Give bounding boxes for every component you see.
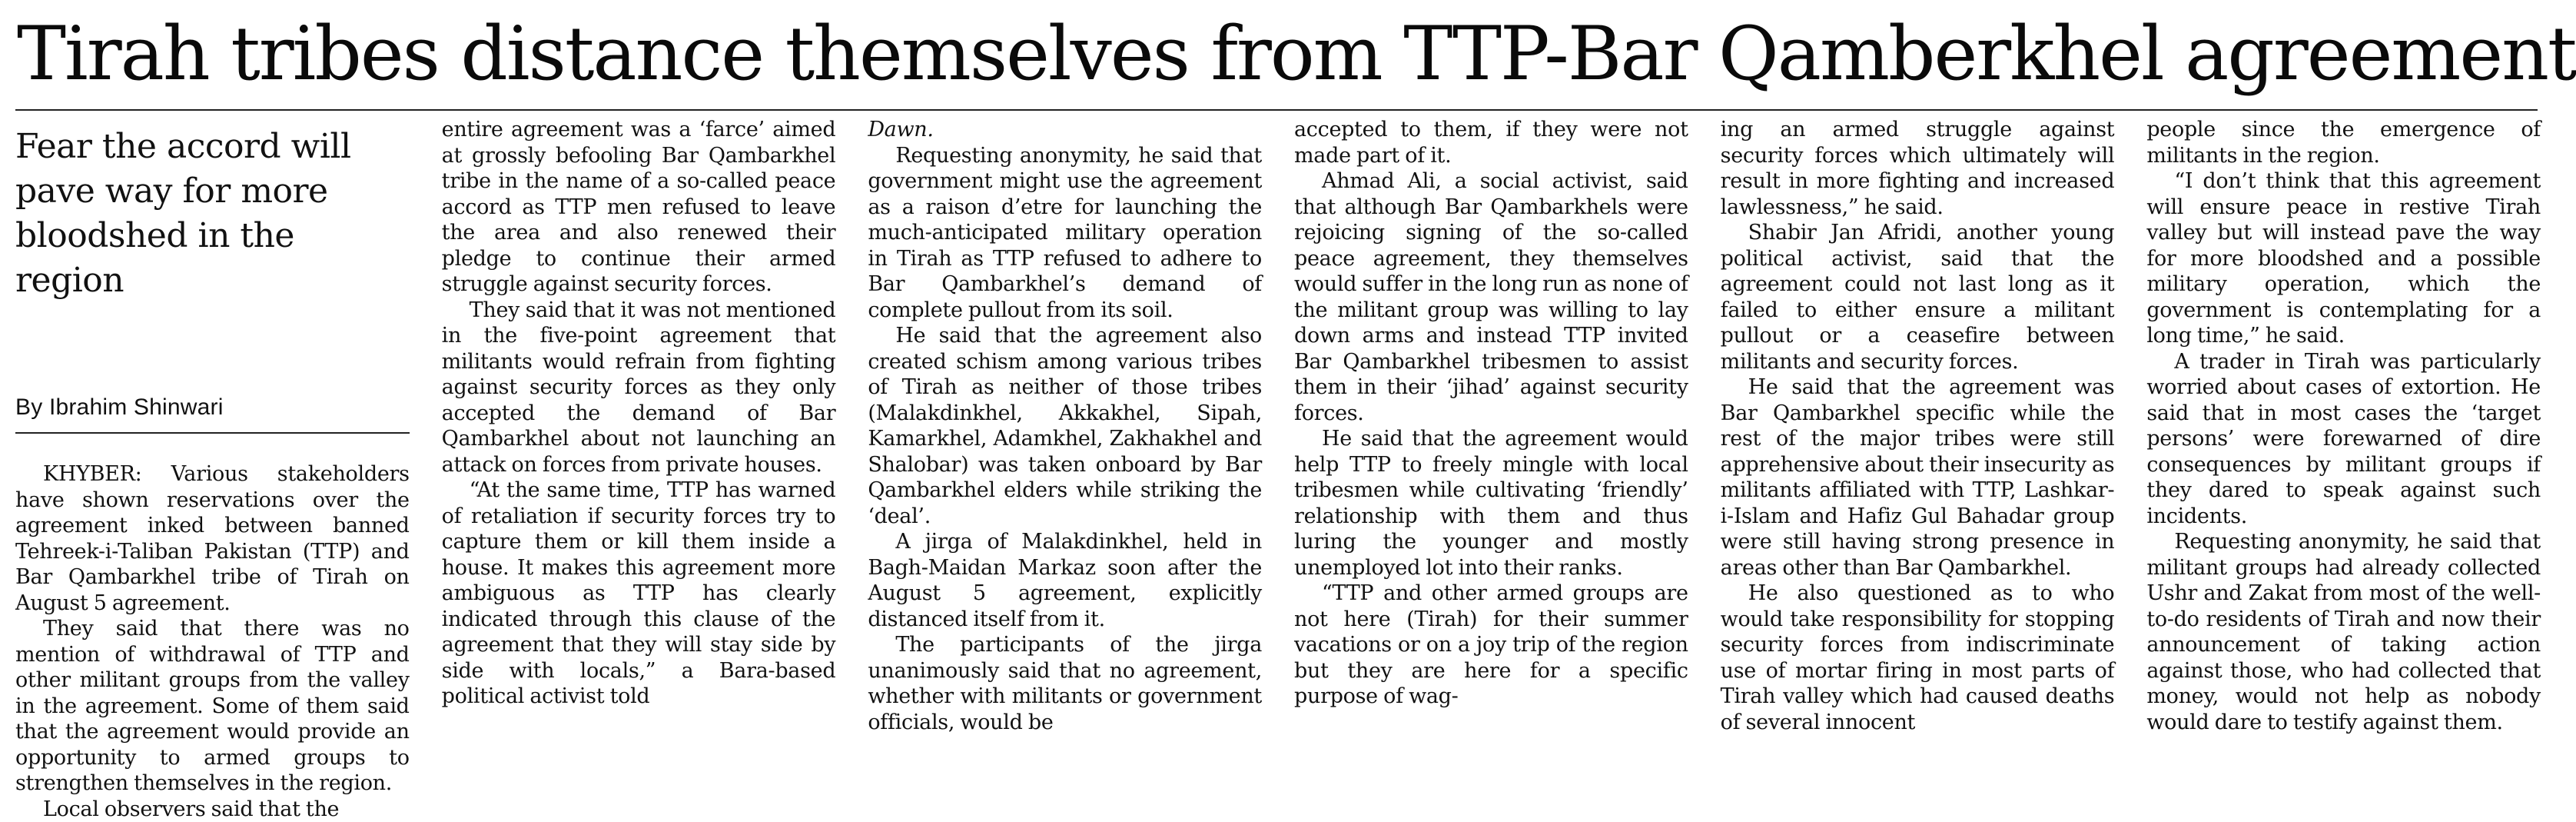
column-4 xyxy=(1294,117,1688,822)
paragraph: They said that it was not mentioned in the five-point agreement that militants would refrain from fighting against security forces as they only accepted the demand of Bar Qambarkhel about not launching an attack on forces from private houses. xyxy=(442,298,836,478)
paragraph: They said that there was no mention of withdrawal of TTP and other militant groups from the valley in the agreement. Some of them said that the agreement would provide an opportunity to armed groups to strengthen themselves in the region. xyxy=(15,616,410,797)
paragraph: “At the same time, TTP has warned of retaliation if security forces try to capture them or kill them inside a house. It makes this agreement more ambiguous as TTP has clearly indicated through this clause of the agreement that they will stay side by side with locals,” a Bara-based political activist told xyxy=(442,478,836,710)
byline-divider xyxy=(15,432,410,434)
paragraph: Ahmad Ali, a social activist, said that although Bar Qambarkhels were rejoicing signing of the so-called peace agreement, they themselves would suffer in the long run as none of the militant group was willing to lay down arms and instead TTP invited Bar Qambarkhel tribesmen to assist them in their ‘jihad’ against security forces. xyxy=(1294,168,1688,426)
paragraph: entire agreement was a ‘farce’ aimed at grossly befooling Bar Qambarkhel tribe in the name of a so-called peace accord as TTP men refused to leave the area and also renewed their pledge to continue their armed struggle against security forces. xyxy=(442,117,836,298)
paragraph: A trader in Tirah was particularly worried about cases of extortion. He said that in most cases the ‘target persons’ were forewarned of dire consequences by militant groups if they dared to speak against such incidents. xyxy=(2146,349,2541,530)
column-5 xyxy=(1721,117,2115,822)
paragraph: He said that the agreement would help TTP to freely mingle with local tribesmen while cultivating ‘friendly’ relationship with them and thus luring the younger and mostly unemployed lot into their ranks. xyxy=(1294,426,1688,581)
paragraph: “I don’t think that this agreement will ensure peace in restive Tirah valley but will instead pave the way for more bloodshed and a possible military operation, which the government is contemplating for a long time,” he said. xyxy=(2146,168,2541,349)
byline: By Ibrahim Shinwari xyxy=(15,394,410,421)
paragraph: Requesting anonymity, he said that militant groups had already collected Ushr and Zakat from most of the well-to-do residents of Tirah and now their announcement of taking action against those, who had collected that money, would not help as nobody would dare to testify against them. xyxy=(2146,529,2541,735)
paragraph: Dawn. xyxy=(868,117,1262,143)
paragraph: The participants of the jirga unanimously said that no agreement, whether with militants or government officials, would be xyxy=(868,632,1262,735)
article-body xyxy=(15,117,2541,738)
column-6 xyxy=(2146,117,2541,822)
paragraph: He said that the agreement also created schism among various tribes of Tirah as neither of those tribes (Malakdinkhel, Akkakhel, Sipah, Kamarkhel, Adamkhel, Zakhakhel and Shalobar) was taken onboard by Bar Qambarkhel elders while striking the ‘deal’. xyxy=(868,323,1262,529)
paragraph: KHYBER: Various stakeholders have shown reservations over the agreement inked between banned Tehreek-i-Taliban Pakistan (TTP) and Bar Qambarkhel tribe of Tirah on August 5 agreement. xyxy=(15,461,410,616)
paragraph: He said that the agreement was Bar Qambarkhel specific while the rest of the major tribes were still apprehensive about their insecurity as militants affiliated with TTP, Lashkar-i-Islam and Hafiz Gul Bahadar group were still having strong presence in areas other than Bar Qambarkhel. xyxy=(1721,374,2115,581)
paragraph: Requesting anonymity, he said that government might use the agreement as a raison d’etre for launching the much-anticipated military operation in Tirah as TTP refused to adhere to Bar Qambarkhel’s demand of complete pullout from its soil. xyxy=(868,143,1262,324)
column-1 xyxy=(15,117,410,822)
column-2 xyxy=(442,117,836,822)
paragraph: Shabir Jan Afridi, another young political activist, said that the agreement could not last long as it failed to either ensure a militant pullout or a ceasefire between militants and security forces. xyxy=(1721,220,2115,374)
paragraph: He also questioned as to who would take responsibility for stopping security forces from indiscriminate use of mortar firing in most parts of Tirah valley which had caused deaths of several innocent xyxy=(1721,581,2115,735)
paragraph: “TTP and other armed groups are not here (Tirah) for their summer vacations or on a joy trip of the region but they are here for a specific purpose of wag- xyxy=(1294,581,1688,710)
subheadline: Fear the accord will pave way for more bloodshed in the region xyxy=(15,125,410,303)
paragraph: ing an armed struggle against security forces which ultimately will result in more fighting and increased lawlessness,” he said. xyxy=(1721,117,2115,220)
paragraph: A jirga of Malakdinkhel, held in Bagh-Maidan Markaz soon after the August 5 agreement, explicitly distanced itself from it. xyxy=(868,529,1262,632)
paragraph: Local observers said that the xyxy=(15,797,410,822)
headline: Tirah tribes distance themselves from TTP-Bar Qamberkhel agreement xyxy=(17,5,2538,103)
paragraph: people since the emergence of militants in the region. xyxy=(2146,117,2541,168)
headline-divider xyxy=(15,109,2538,111)
column-3 xyxy=(868,117,1262,822)
paragraph: accepted to them, if they were not made part of it. xyxy=(1294,117,1688,168)
